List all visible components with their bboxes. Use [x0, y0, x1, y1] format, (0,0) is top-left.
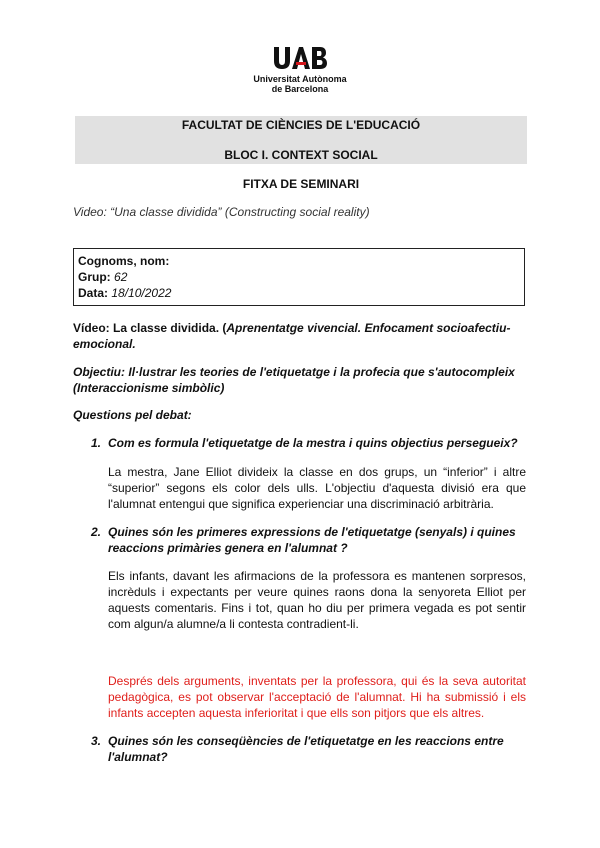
- video-section-italic: Aprenentatge vivencial. Enfocament socioafectiu-emocional.: [73, 321, 511, 351]
- objective-text: Il·lustrar les teories de l'etiquetatge i la profecia que s'autocompleix (Interaccionisme simbòlic): [73, 365, 515, 395]
- objective: [73, 364, 533, 396]
- video-section: [73, 320, 533, 352]
- sheet-title: FITXA DE SEMINARI: [242, 177, 360, 191]
- questions-title: Questions pel debat:: [73, 408, 192, 422]
- question-2-number: 2.: [91, 525, 102, 539]
- uab-logo-icon: [268, 44, 332, 72]
- question-1: [91, 435, 531, 451]
- university-name-line1: Universitat Autònoma: [253, 74, 347, 84]
- question-3-text: Quines són les conseqüències de l'etiquetatge en les reaccions entre l'alumnat?: [108, 734, 504, 764]
- question-2: [91, 524, 531, 556]
- question-3: [91, 733, 531, 765]
- faculty-title: FACULTAT DE CIÈNCIES DE L'EDUCACIÓ: [181, 118, 421, 132]
- date-value: 18/10/2022: [111, 286, 172, 300]
- group-label: Grup:: [78, 270, 111, 284]
- objective-label: Objectiu:: [73, 365, 126, 379]
- video-reference: Video: “Una classe dividida” (Constructing social reality): [73, 205, 370, 219]
- block-title: BLOC I. CONTEXT SOCIAL: [224, 148, 378, 162]
- video-section-label: Vídeo: La classe dividida. (: [73, 321, 227, 335]
- university-name: [240, 74, 360, 94]
- answer-1: La mestra, Jane Elliot divideix la classe en dos grups, un “inferior” i altre “superior” segons els color dels ulls. L'objectiu d'aquesta divisió era que l'alumnat entengui que significa experienciar una discriminació arbitrària.: [108, 465, 526, 511]
- question-2-text: Quines són les primeres expressions de l'etiquetatge (senyals) i quines reaccions primàries genera en l'alumnat ?: [108, 525, 516, 555]
- date-label: Data:: [78, 286, 109, 300]
- group-value: 62: [114, 270, 128, 284]
- name-label: Cognoms, nom:: [78, 254, 170, 268]
- answer-2-red: Després dels arguments, inventats per la professora, qui és la seva autoritat pedagògica, es pot observar l'acceptació de l'alumnat. Hi ha submissió i els infants accepten aquesta inferioritat i que ells son pitjors que els altres.: [108, 674, 526, 720]
- question-1-text: Com es formula l'etiquetatge de la mestra i quins objectius persegueix?: [108, 436, 518, 450]
- date-line: [78, 286, 171, 300]
- group-line: [78, 270, 127, 284]
- question-1-number: 1.: [91, 436, 102, 450]
- answer-2: Els infants, davant les afirmacions de la professora es mantenen sorpresos, incrèduls i expectants per veure quines raons dona la senyoreta Elliot per aquests comentaris. Fins i tot, quan ho diu per primera vegada es pot sentir com algun/a alumne/a li contesta contradient-li.: [108, 569, 526, 631]
- question-3-number: 3.: [91, 734, 102, 748]
- university-name-line2: de Barcelona: [271, 84, 329, 94]
